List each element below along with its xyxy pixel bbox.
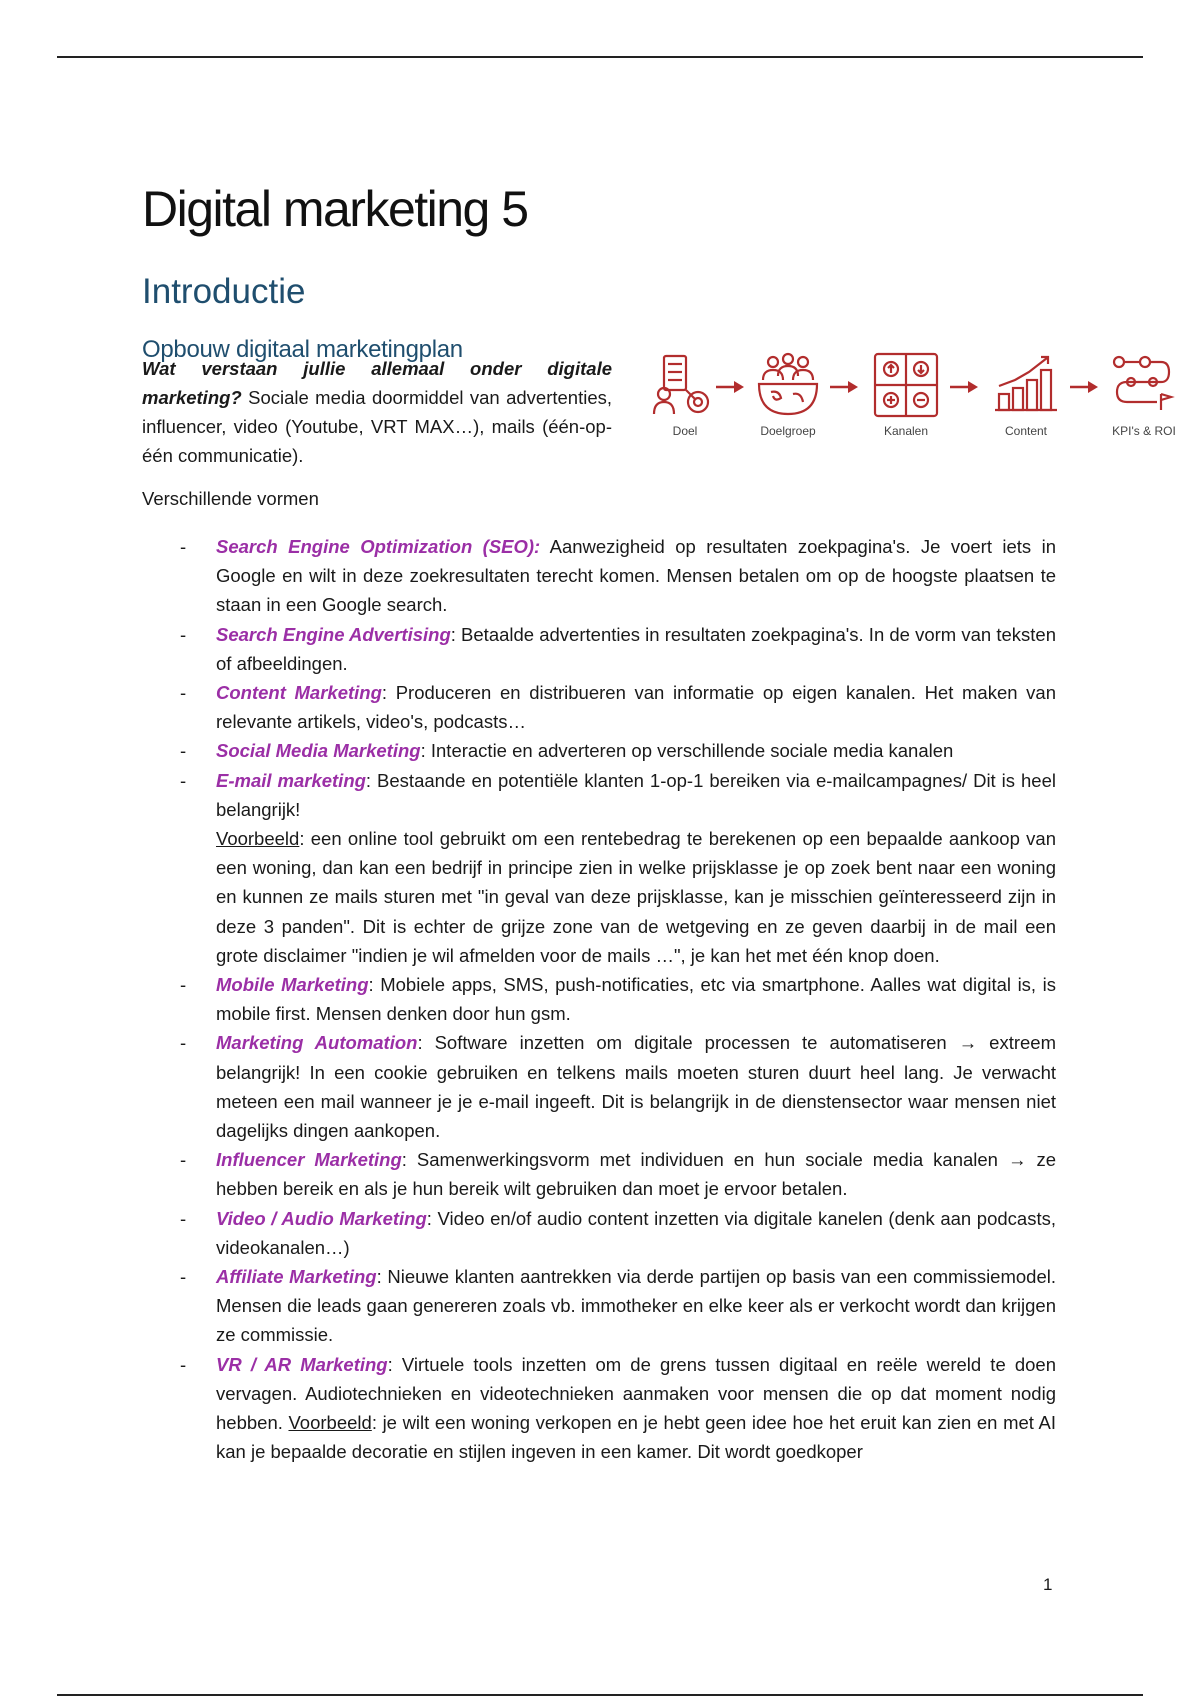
item-term: Social Media Marketing bbox=[216, 740, 421, 762]
heading-opbouw: Opbouw digitaal marketingplan bbox=[142, 336, 463, 363]
arrow-right-icon bbox=[716, 380, 744, 399]
heading-introductie: Introductie bbox=[142, 272, 306, 312]
flow-label-content: Content bbox=[1004, 424, 1048, 438]
list-item: - VR / AR Marketing: Virtuele tools inzetten om de grens tussen digitaal en reële wereld te doen vervagen. Audiotechnieken en videotechnieken aanmaken voor mensen die op dat moment nodig hebben. Voorbeeld: je wilt een woning verkopen en je hebt geen idee hoe het eruit kan zien en met AI kan je bepaalde decoratie en stijlen ingeven in een kamer. Dit wordt goedkoper bbox=[180, 1353, 1056, 1463]
marketing-forms-list bbox=[142, 532, 1056, 1467]
target-person-icon bbox=[650, 352, 720, 418]
item-text: Aanwezigheid op resultaten zoekpagina's. Je voert iets in Google en wilt in deze zoekresultaten terecht komen. Mensen betalen om op de hoogste plaatsen te staan in een Google search. bbox=[216, 536, 1056, 616]
item-term: Marketing Automation bbox=[216, 1032, 418, 1054]
item-term: Influencer Marketing bbox=[216, 1149, 402, 1171]
flow-step-content bbox=[981, 352, 1071, 438]
flow-step-kanalen bbox=[861, 352, 951, 438]
list-item: - Influencer Marketing: Samenwerkingsvorm met individuen en hun sociale media kanalen → ze hebben bereik en als je hun bereik wilt gebruiken dan moet je ervoor betalen. bbox=[180, 1149, 1056, 1200]
flow-label-doelgroep: Doelgroep bbox=[760, 424, 816, 438]
channels-puzzle-icon bbox=[871, 352, 941, 418]
intro-answer: Sociale media doormiddel van advertenties, influencer, video (Youtube, VRT MAX…), mails (één-op-één communicatie). bbox=[142, 387, 612, 466]
list-item: - Social Media Marketing: Interactie en adverteren op verschillende sociale media kanalen bbox=[180, 740, 954, 762]
item-text: : Betaalde advertenties in resultaten zoekpagina's. In de vorm van teksten of afbeeldingen. bbox=[216, 623, 1056, 674]
document-title: Digital marketing 5 bbox=[142, 180, 528, 237]
route-flag-icon bbox=[1109, 352, 1179, 418]
arrow-right-icon bbox=[950, 380, 978, 399]
flow-label-kanalen: Kanalen bbox=[883, 424, 929, 438]
example-label: Voorbeeld bbox=[216, 828, 300, 850]
item-text: : Video en/of audio content inzetten via digitale kanelen (denk aan podcasts, videokanalen…) bbox=[216, 1207, 1056, 1258]
item-term: Search Engine Optimization (SEO): bbox=[216, 536, 541, 557]
flow-label-kpi-roi: KPI's & ROI bbox=[1112, 424, 1176, 438]
bar-chart-up-icon bbox=[991, 352, 1061, 418]
header-rule bbox=[57, 56, 1143, 58]
item-text: : Mobiele apps, SMS, push-notificaties, etc via smartphone. Aalles wat digital is, is mobile first. Mensen denken door hun gsm. bbox=[216, 974, 1056, 1025]
list-item: - E-mail marketing: Bestaande en potentiële klanten 1-op-1 bereiken via e-mailcampagnes/ Dit is heel belangrijk! Voorbeeld: een online tool gebruikt om een rentebedrag te berekenen op een bepaalde aankoop van een woning, dan kan een bedrijf in principe zien in welke prijsklasse je op zoek bent naar een woning en kunnen ze mails sturen met "in geval van deze prijsklasse, kan je misschien geïnteresseerd zijn in deze 3 panden". Dit is echter de grijze zone van de wetgeving en ze geven daarbij in de mail een grote disclaimer "indien je wil afmelden voor de mails …", je kan het met één knop doen. bbox=[180, 769, 1056, 966]
list-item: - Search Engine Optimization (SEO): Aanwezigheid op resultaten zoekpagina's. Je voert iets in Google en wilt in deze zoekresultaten terecht komen. Mensen betalen om op de hoogste plaatsen te staan in een Google search. bbox=[180, 536, 1056, 616]
item-text: : Software inzetten om digitale processen te automatiseren → extreem belangrijk! In een cookie gebruiken en telkens mails moeten sturen duurt heel lang. Je verwacht meteen een mail wanneer je je e-mail ingeeft. Dit is belangrijk in de dienstensector waar mensen niet dagelijks dingen aankopen. bbox=[216, 1032, 1057, 1142]
item-term: Video / Audio Marketing bbox=[216, 1207, 427, 1229]
item-term: Affiliate Marketing bbox=[216, 1266, 377, 1288]
arrow-right-icon bbox=[830, 380, 858, 399]
example-text: : je wilt een woning verkopen en je hebt geen idee hoe het eruit kan zien en met AI kan je bepaalde decoratie en stijlen ingeven in een kamer. Dit wordt goedkoper bbox=[216, 1412, 1056, 1463]
list-item: - Mobile Marketing: Mobiele apps, SMS, push-notificaties, etc via smartphone. Aalles wat digital is, is mobile first. Mensen denken door hun gsm. bbox=[180, 974, 1056, 1025]
item-text: : Interactie en adverteren op verschillende sociale media kanalen bbox=[420, 740, 954, 762]
intro-question: Wat verstaan jullie allemaal onder digitale marketing? bbox=[142, 358, 612, 408]
flow-label-doel: Doel bbox=[672, 424, 698, 438]
flow-step-doelgroep bbox=[743, 352, 833, 438]
item-term: Search Engine Advertising bbox=[216, 623, 451, 645]
item-text: : Virtuele tools inzetten om de grens tussen digitaal en reële wereld te doen vervagen. Audiotechnieken en videotechnieken aanmaken voor mensen die op dat moment nodig hebben. bbox=[216, 1353, 1056, 1434]
vormen-label: Verschillende vormen bbox=[142, 488, 319, 509]
item-term: VR / AR Marketing bbox=[216, 1353, 388, 1375]
list-item: - Affiliate Marketing: Nieuwe klanten aantrekken via derde partijen op basis van een commissiemodel. Mensen die leads gaan genereren zoals vb. immotheker en elke keer als er verkocht wordt dan krijgen ze commissie. bbox=[180, 1266, 1056, 1346]
item-term: E-mail marketing bbox=[216, 769, 366, 791]
item-text: : Samenwerkingsvorm met individuen en hun sociale media kanalen → ze hebben bereik en als je hun bereik wilt gebruiken dan moet je ervoor betalen. bbox=[216, 1149, 1056, 1200]
marketing-plan-flow bbox=[640, 352, 1188, 456]
item-text: : Bestaande en potentiële klanten 1-op-1 bereiken via e-mailcampagnes/ Dit is heel belangrijk! bbox=[216, 769, 1056, 820]
list-item: - Content Marketing: Produceren en distribueren van informatie op eigen kanalen. Het maken van relevante artikels, video's, podcasts… bbox=[180, 682, 1056, 733]
list-item: - Marketing Automation: Software inzetten om digitale processen te automatiseren → extreem belangrijk! In een cookie gebruiken en telkens mails moeten sturen duurt heel lang. Je verwacht meteen een mail wanneer je je e-mail ingeeft. Dit is belangrijk in de dienstensector waar mensen niet dagelijks dingen aankopen. bbox=[180, 1032, 1057, 1142]
example-label: Voorbeeld bbox=[288, 1412, 372, 1434]
intro-paragraph bbox=[142, 354, 612, 470]
list-item: - Search Engine Advertising: Betaalde advertenties in resultaten zoekpagina's. In de vorm van teksten of afbeeldingen. bbox=[180, 623, 1056, 674]
example-text: : een online tool gebruikt om een rentebedrag te berekenen op een bepaalde aankoop van een woning, dan kan een bedrijf in principe zien in welke prijsklasse je op zoek bent naar een woning en kunnen ze mails sturen met "in geval van deze prijsklasse, kan je misschien geïnteresseerd zijn in deze 3 panden". Dit is echter de grijze zone van de wetgeving en ze geven daarbij in de mail een grote disclaimer "indien je wil afmelden voor de mails …", je kan het met één knop doen. bbox=[216, 828, 1056, 966]
group-globe-icon bbox=[753, 352, 823, 418]
list-item: - Video / Audio Marketing: Video en/of audio content inzetten via digitale kanelen (denk aan podcasts, videokanalen…) bbox=[180, 1207, 1056, 1258]
flow-step-kpi-roi bbox=[1099, 352, 1189, 438]
item-text: : Produceren en distribueren van informatie op eigen kanalen. Het maken van relevante artikels, video's, podcasts… bbox=[216, 682, 1056, 733]
page-number: 1 bbox=[1043, 1575, 1053, 1594]
footer-rule bbox=[57, 1694, 1143, 1696]
item-term: Content Marketing bbox=[216, 682, 382, 704]
item-text: : Nieuwe klanten aantrekken via derde partijen op basis van een commissiemodel. Mensen die leads gaan genereren zoals vb. immotheker en elke keer als er verkocht wordt dan krijgen ze commissie. bbox=[216, 1266, 1056, 1346]
arrow-right-icon bbox=[1070, 380, 1098, 399]
item-term: Mobile Marketing bbox=[216, 974, 369, 996]
